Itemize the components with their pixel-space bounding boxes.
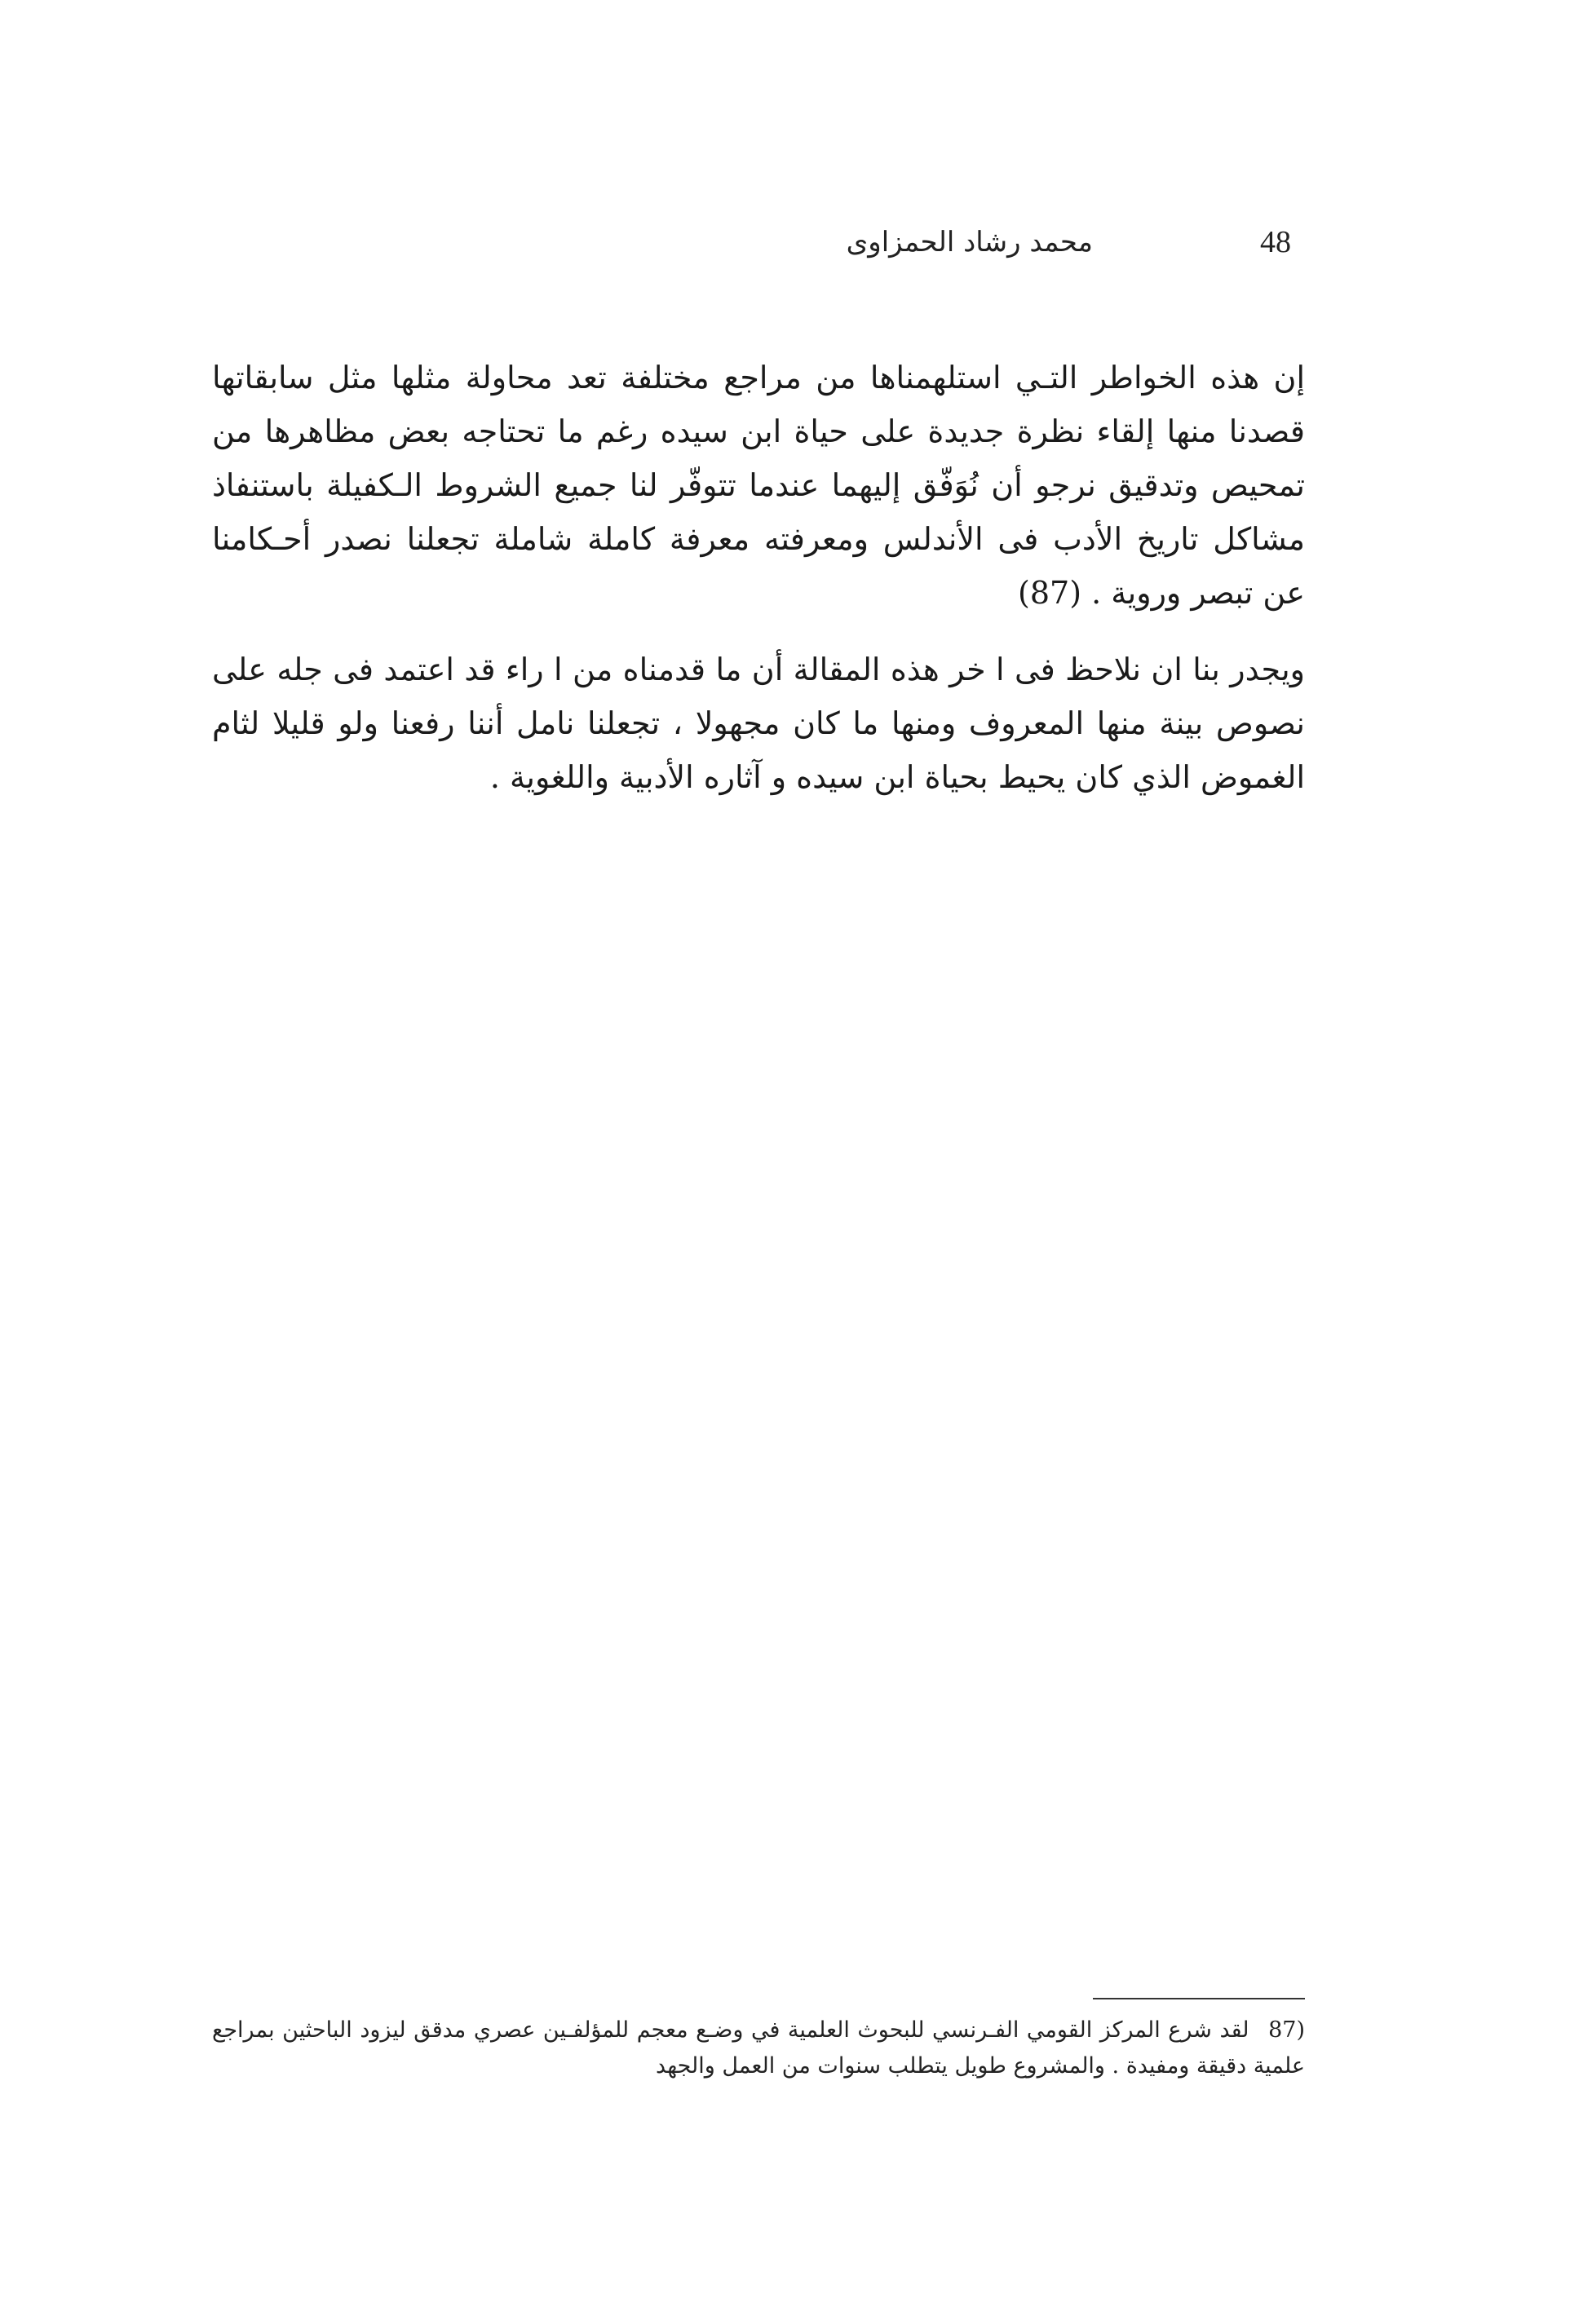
footnote-number: (87 (1268, 2017, 1305, 2043)
main-text (212, 351, 1305, 827)
footnote-text: لقد شرع المركز القومي الفـرنسي للبحوث العلمية في وضـع معجم للمؤلفـين عصري مدقق ليزود الباحثين بمراجع علمية دقيقة ومفيدة . والمشروع طويل يتطلب سنوات من العمل والجهد (212, 2017, 1305, 2079)
page-number: 48 (1260, 225, 1291, 259)
footnote (212, 2013, 1305, 2084)
footnotes (212, 2013, 1305, 2084)
paragraph: إن هذه الخواطر التـي استلهمناها من مراجع مختلفة تعد محاولة مثلها مثل سابقاتها قصدنا منها إلقاء نظرة جديدة على حياة ابن سيده رغم ما تحتاجه بعض مظاهرها من تمحيص وتدقيق نرجو أن نُوَفّق إليهما عندما تتوفّر لنا جميع الشروط الـكفيلة باستنفاذ مشاكل تاريخ الأدب فى الأندلس ومعرفته معرفة كاملة شاملة تجعلنا نصدر أحـكامنا عن تبصر وروية . (87) (212, 360, 1305, 611)
footnote-divider (1093, 1998, 1305, 1999)
page-header (212, 216, 1305, 273)
running-head: محمد رشاد الحمزاوى (846, 226, 1093, 258)
paragraph: ويجدر بنا ان نلاحظ فى ا خر هذه المقالة أن ما قدمناه من ا راء قد اعتمد فى جله على نصوص بينة منها المعروف ومنها ما كان مجهولا ، تجعلنا نامل أننا رفعنا ولو قليلا لثام الغموض الذي كان يحيط بحياة ابن سيده و آثاره الأدبية واللغوية . (212, 652, 1305, 795)
